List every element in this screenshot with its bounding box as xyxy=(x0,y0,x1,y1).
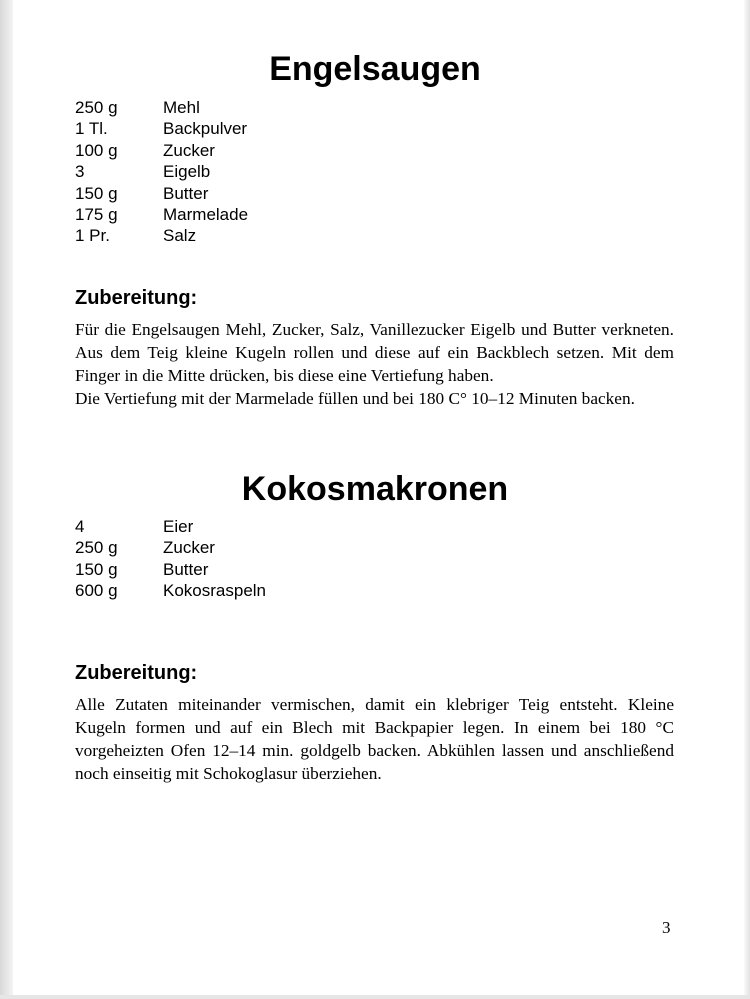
ingredient-row xyxy=(75,516,266,537)
ingredient-name: Butter xyxy=(163,559,209,579)
ingredient-quantity: 3 xyxy=(75,162,85,182)
ingredient-row xyxy=(75,537,266,558)
ingredient-quantity: 100 g xyxy=(75,140,118,160)
preparation-paragraph: Die Vertiefung mit der Marmelade füllen und bei 180 C° 10–12 Minuten backen. xyxy=(75,389,635,408)
ingredient-quantity: 150 g xyxy=(75,183,118,203)
recipe-title-engelsaugen: Engelsaugen xyxy=(269,50,481,88)
page-number: 3 xyxy=(662,918,671,937)
ingredient-quantity: 1 Pr. xyxy=(75,226,110,246)
ingredient-name: Kokosraspeln xyxy=(163,581,267,601)
ingredient-quantity: 250 g xyxy=(75,98,118,117)
ingredient-name: Zucker xyxy=(163,538,215,558)
preparation-paragraph: Für die Engelsaugen Mehl, Zucker, Salz, Vanillezucker Eigelb und Butter verkneten. Aus dem Teig kleine Kugeln rollen und diese auf ein Backblech setzen. Mit dem Finger in die Mitte drücken, bis diese eine Vertiefung haben. xyxy=(75,320,674,385)
ingredient-quantity: 1 Tl. xyxy=(75,119,108,139)
ingredient-row xyxy=(75,118,248,139)
ingredient-quantity: 175 g xyxy=(75,204,118,224)
ingredient-list-kokosmakronen xyxy=(75,516,266,602)
ingredient-name: Mehl xyxy=(163,98,200,117)
ingredient-row xyxy=(75,204,248,225)
preparation-heading: Zubereitung: xyxy=(75,287,198,309)
ingredient-row xyxy=(75,161,248,182)
ingredient-name: Marmelade xyxy=(163,204,249,224)
ingredient-quantity: 600 g xyxy=(75,581,118,601)
ingredient-name: Salz xyxy=(163,226,197,246)
ingredient-quantity: 4 xyxy=(75,517,85,536)
preparation-heading: Zubereitung: xyxy=(75,662,198,684)
preparation-text-kokosmakronen xyxy=(75,693,674,785)
ingredient-list-engelsaugen xyxy=(75,97,248,247)
ingredient-name: Zucker xyxy=(163,140,215,160)
preparation-paragraph: Alle Zutaten miteinander vermischen, damit ein klebriger Teig entsteht. Kleine Kugeln formen und auf ein Blech mit Backpapier legen. In einem bei 180 °C vorgeheizten Ofen 12–14 min. goldgelb backen. Abkühlen lassen und anschließend noch einseitig mit Schokoglasur überziehen. xyxy=(75,695,674,783)
ingredient-row xyxy=(75,580,266,601)
ingredient-row xyxy=(75,559,266,580)
preparation-text-engelsaugen xyxy=(75,318,674,410)
ingredient-name: Eigelb xyxy=(163,162,211,182)
ingredient-row xyxy=(75,97,248,118)
ingredient-row xyxy=(75,140,248,161)
ingredient-name: Eier xyxy=(163,517,194,536)
page-bottom-edge xyxy=(0,995,750,999)
ingredient-quantity: 250 g xyxy=(75,538,118,558)
ingredient-name: Backpulver xyxy=(163,119,248,139)
ingredient-row xyxy=(75,225,248,246)
recipe-title-kokosmakronen: Kokosmakronen xyxy=(241,470,509,508)
ingredient-quantity: 150 g xyxy=(75,559,118,579)
ingredient-name: Butter xyxy=(163,183,209,203)
ingredient-row xyxy=(75,183,248,204)
